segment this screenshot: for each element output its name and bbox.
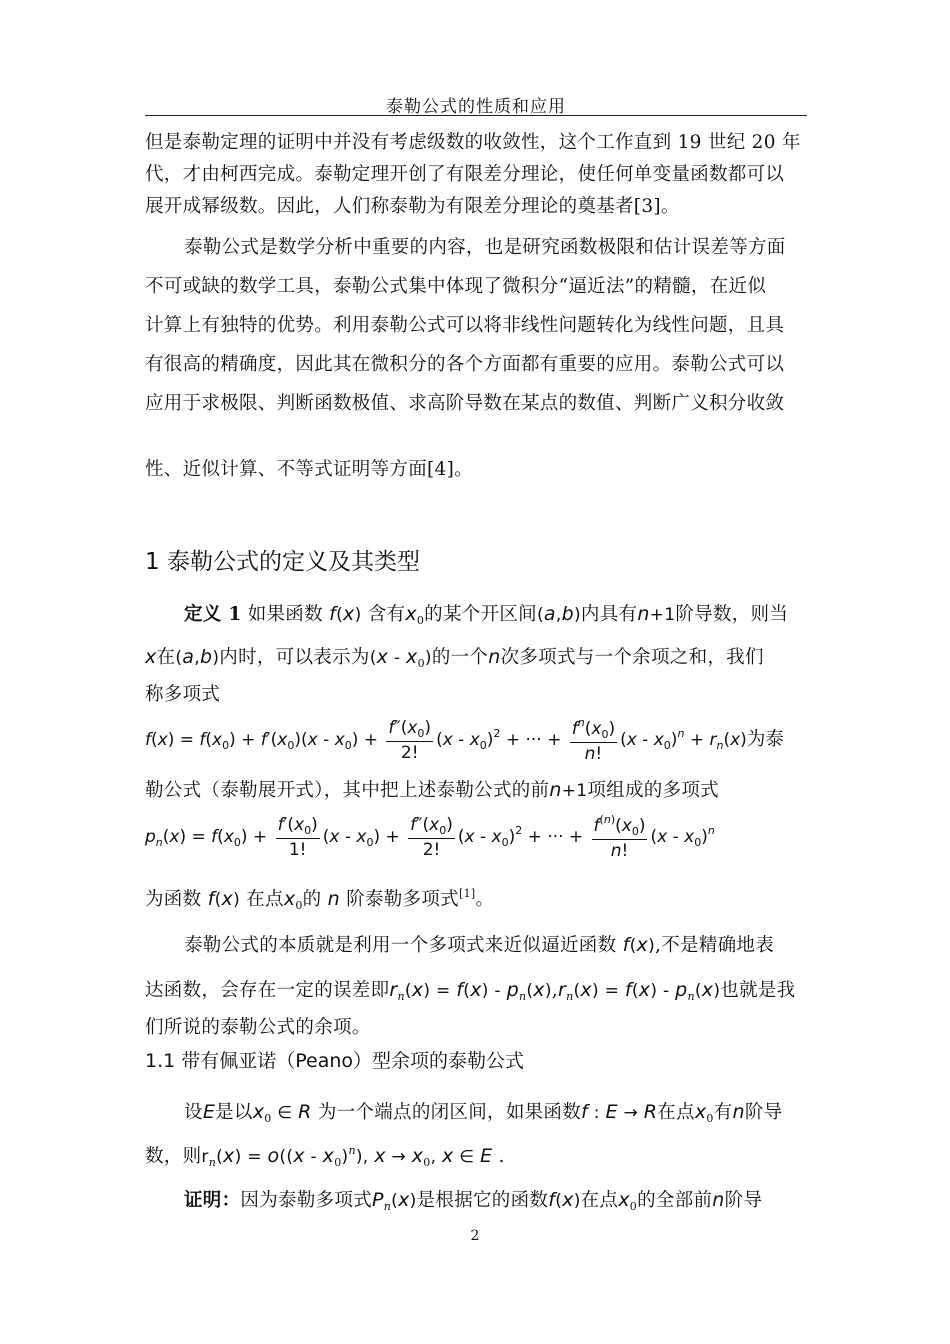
intro-p1-line1: 但是泰勒定理的证明中并没有考虑级数的收敛性，这个工作直到 19 世纪 20 年 [145, 132, 801, 153]
after-formula1-line: 勒公式（泰勒展开式），其中把上述泰勒公式的前n+1项组成的多项式 [145, 779, 719, 801]
citation-ref: [1] [459, 887, 476, 900]
definition-line3: 称多项式 [145, 684, 221, 705]
peano-line1: 设E是以$x_0$ ∈ R 为一个端点的闭区间，如果函数f : E → R在点$x_0$有n阶导 [184, 1101, 783, 1125]
essence-line3: 们所说的泰勒公式的余项。 [145, 1017, 371, 1038]
header-rule [145, 115, 807, 116]
section-heading-1-1: 1.1 带有佩亚诺（Peano）型余项的泰勒公式 [145, 1050, 525, 1072]
peano-line2: 数，则$r_n(x) = o((x - x_0)^n)$, $x \to x_0$, x ∈ E . [145, 1144, 505, 1169]
intro-p1-line2: 代，才由柯西完成。泰勒定理开创了有限差分理论，使任何单变量函数都可以 [145, 164, 785, 185]
after-formula2-line: 为函数 f(x) 在点$x_0$的 n 阶泰勒多项式[1]。 [145, 887, 495, 912]
intro-p2-line1: 泰勒公式是数学分析中重要的内容，也是研究函数极限和估计误差等方面 [184, 237, 786, 258]
definition-label: 定义 1 [184, 604, 242, 625]
essence-line1: 泰勒公式的本质就是利用一个多项式来近似逼近函数 f(x),不是精确地表 [184, 934, 774, 956]
definition-line2: x在(a,b)内时，可以表示为$(x - x_0)$的一个n次多项式与一个余项之和，我们 [145, 646, 764, 670]
taylor-formula: $f(x) = f(x_0) + f'(x_0)(x - x_0)$ + $\frac{f''(x_0)}{2!}$ $(x - x_0)^2$ + ··· + $\frac{f^n(x_0)}{n!}$ $(x - x_0)^n + r_n(x)$为泰 [145, 716, 784, 764]
running-header: 泰勒公式的性质和应用 [386, 97, 566, 117]
intro-p2-line4: 有很高的精确度，因此其在微积分的各个方面都有重要的应用。泰勒公式可以 [145, 354, 785, 375]
intro-p2-line6: 性、近似计算、不等式证明等方面[4]。 [145, 459, 473, 480]
taylor-polynomial: $p_n(x) = f(x_0)$ + $\frac{f'(x_0)}{1!}$ $(x - x_0)$ + $\frac{f''(x_0)}{2!}$ $(x - x_0)^2$ + ··· + $\frac{f^{(n)}(x_0)}{n!}$ $(x - x_0)^n$ [145, 813, 715, 861]
intro-p2-line5: 应用于求极限、判断函数极值、求高阶导数在某点的数值、判断广义积分收敛 [145, 393, 785, 414]
page-number: 2 [470, 1228, 480, 1244]
section-heading-1: 1 泰勒公式的定义及其类型 [145, 549, 420, 575]
intro-p2-line2: 不可或缺的数学工具，泰勒公式集中体现了微积分“逼近法”的精髓，在近似 [145, 276, 767, 297]
proof-line1: 证明：因为泰勒多项式$P_n(x)$是根据它的函数f(x)在点$x_0$的全部前n阶导 [184, 1189, 763, 1213]
intro-p1-line3: 展开成幂级数。因此，人们称泰勒为有限差分理论的奠基者[3]。 [145, 196, 680, 217]
definition-line1: 定义 1 如果函数 f(x) 含有$x_0$的某个开区间(a,b)内具有n+1阶导数，则当 [184, 603, 789, 627]
essence-line2: 达函数，会存在一定的误差即$r_n(x) = f(x) - p_n(x),r_n(x) = f(x) - p_n(x)$也就是我 [145, 979, 796, 1003]
proof-label: 证明： [184, 1190, 241, 1211]
intro-p2-line3: 计算上有独特的优势。利用泰勒公式可以将非线性问题转化为线性问题，且具 [145, 315, 785, 336]
